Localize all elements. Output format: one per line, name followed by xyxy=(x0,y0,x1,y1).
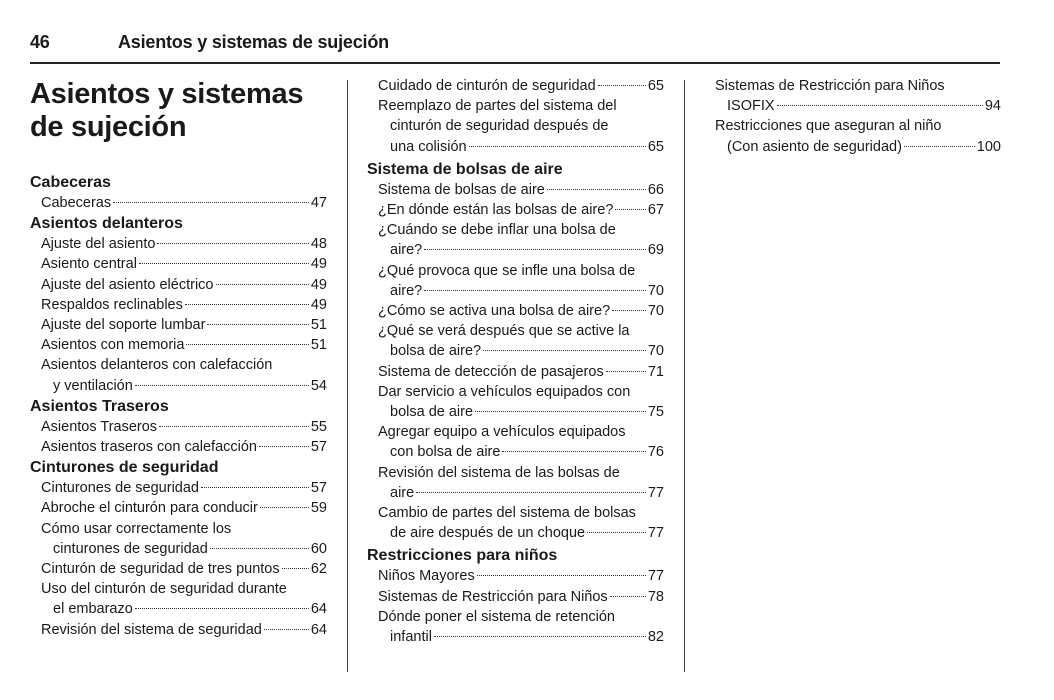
toc-entry-leader-line xyxy=(41,376,327,396)
dot-leader xyxy=(201,487,309,488)
toc-entry-text: Sistemas de Restricción para Niños xyxy=(378,588,608,605)
running-title: Asientos y sistemas de sujeción xyxy=(118,32,389,52)
toc-entry-leader-line xyxy=(41,478,327,498)
toc-entry-line: ¿Cuándo se debe inflar una bolsa de xyxy=(378,222,616,239)
toc-page-number: 71 xyxy=(647,363,664,380)
dot-leader xyxy=(587,532,646,533)
dot-leader xyxy=(606,371,646,372)
column-divider xyxy=(684,80,685,672)
toc-entry-leader-line xyxy=(378,301,664,321)
toc-entry[interactable] xyxy=(41,295,327,315)
dot-leader xyxy=(469,146,646,147)
toc-page-number: 60 xyxy=(310,540,327,557)
toc-entry-text: Abroche el cinturón para conducir xyxy=(41,500,258,517)
toc-entry-text: una colisión xyxy=(390,138,467,155)
toc-entry-leader-line xyxy=(41,417,327,437)
toc-entry[interactable] xyxy=(378,261,664,301)
toc-page-number: 70 xyxy=(647,343,664,360)
toc-page-number: 77 xyxy=(647,484,664,501)
toc-entry-text: cinturones de seguridad xyxy=(53,540,208,557)
toc-entry-text: (Con asiento de seguridad) xyxy=(727,138,902,155)
toc-page-number: 70 xyxy=(647,282,664,299)
toc-sections xyxy=(704,76,1001,157)
toc-entry-text: ¿Cómo se activa una bolsa de aire? xyxy=(378,303,611,320)
toc-entry-leader-line xyxy=(378,566,664,586)
toc-entry-text: de aire después de un choque xyxy=(390,525,586,542)
toc-page-number: 64 xyxy=(310,601,327,618)
toc-entry[interactable] xyxy=(715,116,1001,156)
toc-sections xyxy=(367,76,664,647)
toc-entry-leader-line xyxy=(41,315,327,335)
toc-entry-text: con bolsa de aire xyxy=(390,444,501,461)
dot-leader xyxy=(259,446,309,447)
toc-entry-text: Sistema de detección de pasajeros xyxy=(378,363,604,380)
toc-entry[interactable] xyxy=(378,362,664,382)
toc-page-number: 75 xyxy=(647,404,664,421)
toc-entry-text: bolsa de aire xyxy=(390,404,474,421)
toc-entry-text: Cabeceras xyxy=(41,195,112,211)
toc-page-number: 78 xyxy=(647,588,664,605)
dot-leader xyxy=(159,426,309,427)
toc-entry-leader-line xyxy=(378,483,664,503)
toc-column-2 xyxy=(367,76,664,647)
toc-entry[interactable] xyxy=(41,478,327,498)
toc-entry-leader-line xyxy=(41,620,327,640)
toc-entry-leader-line xyxy=(41,193,327,213)
toc-page-number: 55 xyxy=(310,418,327,435)
toc-entry[interactable] xyxy=(378,180,664,200)
dot-leader xyxy=(416,492,646,493)
dot-leader xyxy=(483,350,646,351)
toc-page-number: 49 xyxy=(310,296,327,313)
toc-page-number: 67 xyxy=(647,202,664,219)
toc-page-number: 51 xyxy=(310,337,327,354)
toc-page-number: 47 xyxy=(310,195,327,211)
toc-entry-leader-line xyxy=(378,137,664,157)
toc-page-number: 77 xyxy=(647,568,664,585)
toc-entry[interactable] xyxy=(41,275,327,295)
toc-entry-leader-line xyxy=(378,587,664,607)
dot-leader xyxy=(502,451,645,452)
toc-entry-line: Revisión del sistema de las bolsas de xyxy=(378,464,620,481)
toc-entry-text: el embarazo xyxy=(53,601,133,618)
toc-entry-text: aire? xyxy=(390,282,423,299)
toc-page-number: 57 xyxy=(310,439,327,456)
toc-entry-leader-line xyxy=(715,96,1001,116)
dot-leader xyxy=(612,310,646,311)
toc-entry-text: Respaldos reclinables xyxy=(41,296,183,313)
toc-entry-text: Ajuste del asiento xyxy=(41,236,156,253)
toc-entry-line: Dar servicio a vehículos equipados con xyxy=(378,383,631,400)
toc-entry[interactable] xyxy=(41,193,327,213)
toc-entry-text: aire xyxy=(390,484,415,501)
toc-entry[interactable] xyxy=(41,417,327,437)
toc-entry-text: bolsa de aire? xyxy=(390,343,482,360)
toc-entry-leader-line xyxy=(378,281,664,301)
dot-leader xyxy=(135,385,309,386)
toc-entry-line: Asientos delanteros con calefacción xyxy=(41,357,273,374)
toc-page-number: 70 xyxy=(647,303,664,320)
toc-page-number: 77 xyxy=(647,525,664,542)
toc-entry-line: Sistemas de Restricción para Niños xyxy=(715,78,945,94)
toc-entry-text: y ventilación xyxy=(53,377,133,394)
dot-leader xyxy=(475,411,646,412)
toc-entry-leader-line xyxy=(41,599,327,619)
toc-page-number: 94 xyxy=(984,98,1001,115)
dot-leader xyxy=(477,575,646,576)
toc-entry[interactable] xyxy=(378,503,664,543)
toc-entry-text: Revisión del sistema de seguridad xyxy=(41,621,262,638)
dot-leader xyxy=(547,189,646,190)
toc-entry-line: cinturón de seguridad después de xyxy=(390,118,609,135)
toc-page-number: 49 xyxy=(310,276,327,293)
toc-entry-text: aire? xyxy=(390,242,423,259)
dot-leader xyxy=(216,284,309,285)
toc-sections xyxy=(30,172,327,640)
toc-entry-line: Agregar equipo a vehículos equipados xyxy=(378,424,626,441)
toc-entry-leader-line xyxy=(378,180,664,200)
dot-leader xyxy=(185,304,309,305)
toc-entry-text: ¿En dónde están las bolsas de aire? xyxy=(378,202,614,219)
toc-entry-line: Restricciones que aseguran al niño xyxy=(715,118,942,135)
toc-entry-leader-line xyxy=(41,254,327,274)
toc-page-number: 51 xyxy=(310,317,327,334)
toc-page-number: 100 xyxy=(976,138,1001,155)
toc-entry-leader-line xyxy=(378,402,664,422)
toc-page-number: 57 xyxy=(310,480,327,497)
toc-column-3 xyxy=(704,76,1001,157)
toc-entry-text: Sistema de bolsas de aire xyxy=(378,181,545,198)
toc-entry[interactable] xyxy=(378,382,664,422)
toc-entry[interactable] xyxy=(41,355,327,395)
dot-leader xyxy=(424,290,646,291)
toc-section-heading: Cinturones de seguridad xyxy=(30,459,219,477)
toc-entry[interactable] xyxy=(41,234,327,254)
toc-entry[interactable] xyxy=(378,200,664,220)
toc-entry-text: Cuidado de cinturón de seguridad xyxy=(378,78,596,94)
toc-entry[interactable] xyxy=(715,76,1001,116)
toc-entry[interactable] xyxy=(378,463,664,503)
toc-entry[interactable] xyxy=(41,559,327,579)
toc-entry-text: Ajuste del asiento eléctrico xyxy=(41,276,214,293)
toc-section-heading: Asientos Traseros xyxy=(30,397,169,415)
dot-leader xyxy=(434,636,646,637)
toc-entry[interactable] xyxy=(378,301,664,321)
toc-page-number: 82 xyxy=(647,629,664,646)
toc-entry-leader-line xyxy=(378,240,664,260)
toc-entry-line: Cómo usar correctamente los xyxy=(41,520,232,537)
toc-entry[interactable] xyxy=(41,579,327,619)
toc-entry-leader-line xyxy=(41,295,327,315)
toc-entry-text: Ajuste del soporte lumbar xyxy=(41,317,206,334)
toc-entry-leader-line xyxy=(378,523,664,543)
chapter-title xyxy=(30,76,327,172)
chapter-title-line-1: Asientos y sistemas xyxy=(30,78,304,110)
toc-entry[interactable] xyxy=(378,587,664,607)
toc-entry-line: ¿Qué se verá después que se active la xyxy=(378,323,630,340)
dot-leader xyxy=(610,596,646,597)
dot-leader xyxy=(598,85,646,86)
toc-column-1 xyxy=(30,76,327,640)
toc-entry-line: Cambio de partes del sistema de bolsas xyxy=(378,505,636,522)
toc-entry-text: Niños Mayores xyxy=(378,568,475,585)
toc-entry-line: Reemplazo de partes del sistema del xyxy=(378,98,617,115)
toc-entry[interactable] xyxy=(41,335,327,355)
toc-page-number: 65 xyxy=(647,138,664,155)
toc-entry[interactable] xyxy=(41,620,327,640)
toc-entry[interactable] xyxy=(378,566,664,586)
toc-entry[interactable] xyxy=(41,498,327,518)
dot-leader xyxy=(615,209,645,210)
toc-entry[interactable] xyxy=(378,422,664,462)
toc-page-number: 62 xyxy=(310,561,327,578)
dot-leader xyxy=(186,344,308,345)
dot-leader xyxy=(777,105,983,106)
toc-entry[interactable] xyxy=(378,321,664,361)
dot-leader xyxy=(282,568,309,569)
column-divider xyxy=(347,80,348,672)
toc-section-heading: Restricciones para niños xyxy=(367,547,558,565)
toc-section-heading: Sistema de bolsas de aire xyxy=(367,160,563,178)
toc-entry-leader-line xyxy=(378,627,664,647)
toc-page-number: 49 xyxy=(310,256,327,273)
toc-page-number: 69 xyxy=(647,242,664,259)
toc-page-number: 65 xyxy=(647,78,664,94)
toc-entry-line: ¿Qué provoca que se infle una bolsa de xyxy=(378,262,636,279)
toc-entry[interactable] xyxy=(41,254,327,274)
dot-leader xyxy=(424,249,646,250)
dot-leader xyxy=(210,548,309,549)
dot-leader xyxy=(264,629,309,630)
toc-entry-leader-line xyxy=(41,335,327,355)
toc-entry-leader-line xyxy=(378,341,664,361)
toc-entry-leader-line xyxy=(378,442,664,462)
toc-entry-leader-line xyxy=(41,498,327,518)
toc-page-number: 64 xyxy=(310,621,327,638)
toc-entry[interactable] xyxy=(41,315,327,335)
dot-leader xyxy=(207,324,308,325)
toc-entry-text: ISOFIX xyxy=(727,98,775,115)
toc-entry-text: Asiento central xyxy=(41,256,137,273)
toc-entry-line: Dónde poner el sistema de retención xyxy=(378,608,615,625)
dot-leader xyxy=(139,263,309,264)
toc-page-number: 48 xyxy=(310,236,327,253)
toc-page-number: 66 xyxy=(647,181,664,198)
toc-page-number: 59 xyxy=(310,500,327,517)
toc-entry-text: Asientos traseros con calefacción xyxy=(41,439,257,456)
toc-entry-leader-line xyxy=(41,559,327,579)
page-header xyxy=(30,30,1000,64)
toc-entry-leader-line xyxy=(378,362,664,382)
toc-page-number: 76 xyxy=(647,444,664,461)
toc-section-heading: Cabeceras xyxy=(30,174,111,191)
toc-entry-leader-line xyxy=(715,137,1001,157)
toc-entry-leader-line xyxy=(41,275,327,295)
toc-entry-leader-line xyxy=(378,76,664,96)
toc-entry-line: Uso del cinturón de seguridad durante xyxy=(41,581,287,598)
dot-leader xyxy=(113,202,309,203)
chapter-title-line-2: de sujeción xyxy=(30,111,187,143)
toc-entry[interactable] xyxy=(41,519,327,559)
toc-entry-text: Asientos con memoria xyxy=(41,337,185,354)
page-number: 46 xyxy=(30,32,50,52)
toc-entry-leader-line xyxy=(41,437,327,457)
toc-entry[interactable] xyxy=(378,220,664,260)
toc-entry[interactable] xyxy=(378,607,664,647)
toc-entry[interactable] xyxy=(41,437,327,457)
toc-entry-leader-line xyxy=(41,539,327,559)
toc-entry[interactable] xyxy=(378,76,664,96)
toc-entry-text: Asientos Traseros xyxy=(41,418,158,435)
dot-leader xyxy=(135,608,309,609)
toc-entry-leader-line xyxy=(378,200,664,220)
toc-entry-text: infantil xyxy=(390,629,432,646)
toc-section-heading: Asientos delanteros xyxy=(30,215,183,233)
dot-leader xyxy=(260,507,309,508)
toc-entry-text: Cinturones de seguridad xyxy=(41,480,199,497)
toc-entry-leader-line xyxy=(41,234,327,254)
toc-entry-text: Cinturón de seguridad de tres puntos xyxy=(41,561,280,578)
dot-leader xyxy=(904,146,975,147)
toc-entry[interactable] xyxy=(378,96,664,157)
toc-page-number: 54 xyxy=(310,377,327,394)
dot-leader xyxy=(157,243,308,244)
